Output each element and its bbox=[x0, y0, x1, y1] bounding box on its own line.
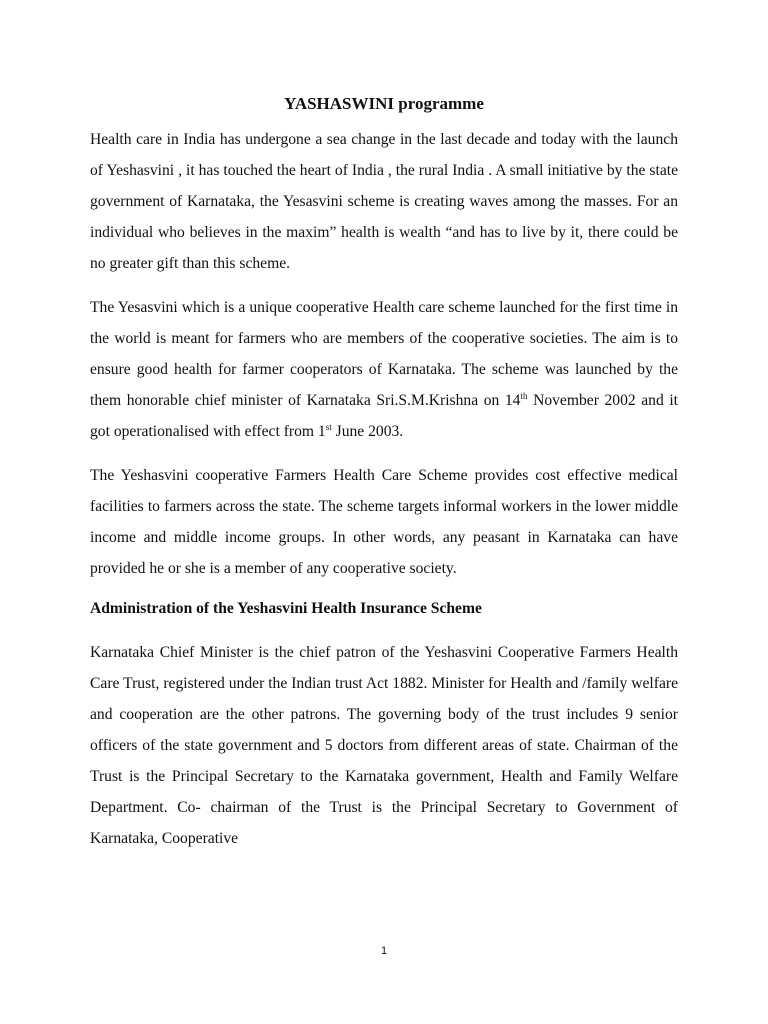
paragraph-launch-text-2: November 2002 and it got operationalised with effect from 1 bbox=[90, 392, 678, 440]
paragraph-launch bbox=[90, 292, 678, 447]
page-number: 1 bbox=[380, 945, 388, 957]
paragraph-launch-text-1: The Yesasvini which is a unique cooperative Health care scheme launched for the first time in the world is meant for farmers who are members of the cooperative societies. The aim is to ensure good health for farmer cooperators of Karnataka. The scheme was launched by the them honorable chief minister of Karnataka Sri.S.M.Krishna on 14 bbox=[90, 299, 678, 409]
superscript-st: st bbox=[325, 421, 332, 432]
paragraph-administration: Karnataka Chief Minister is the chief patron of the Yeshasvini Cooperative Farmers Health Care Trust, registered under the Indian trust Act 1882. Minister for Health and /family welfare and cooperation are the other patrons. The governing body of the trust includes 9 senior officers of the state government and 5 doctors from different areas of state. Chairman of the Trust is the Principal Secretary to the Karnataka government, Health and Family Welfare Department. Co- chairman of the Trust is the Principal Secretary to Government of Karnataka, Cooperative bbox=[90, 644, 678, 847]
superscript-th: th bbox=[520, 390, 528, 401]
section-heading-administration: Administration of the Yeshasvini Health Insurance Scheme bbox=[90, 600, 482, 617]
paragraph-launch-text-3: June 2003. bbox=[331, 423, 404, 440]
document-title: YASHASWINI programme bbox=[284, 94, 484, 113]
paragraph-intro: Health care in India has undergone a sea change in the last decade and today with the launch of Yeshasvini , it has touched the heart of India , the rural India . A small initiative by the state government of Karnataka, the Yesasvini scheme is creating waves among the masses. For an individual who believes in the maxim” health is wealth “and has to live by it, there could be no greater gift than this scheme. bbox=[90, 131, 678, 272]
document-page bbox=[90, 92, 678, 867]
paragraph-scheme: The Yeshasvini cooperative Farmers Health Care Scheme provides cost effective medical facilities to farmers across the state. The scheme targets informal workers in the lower middle income and middle income groups. In other words, any peasant in Karnataka can have provided he or she is a member of any cooperative society. bbox=[90, 467, 678, 577]
